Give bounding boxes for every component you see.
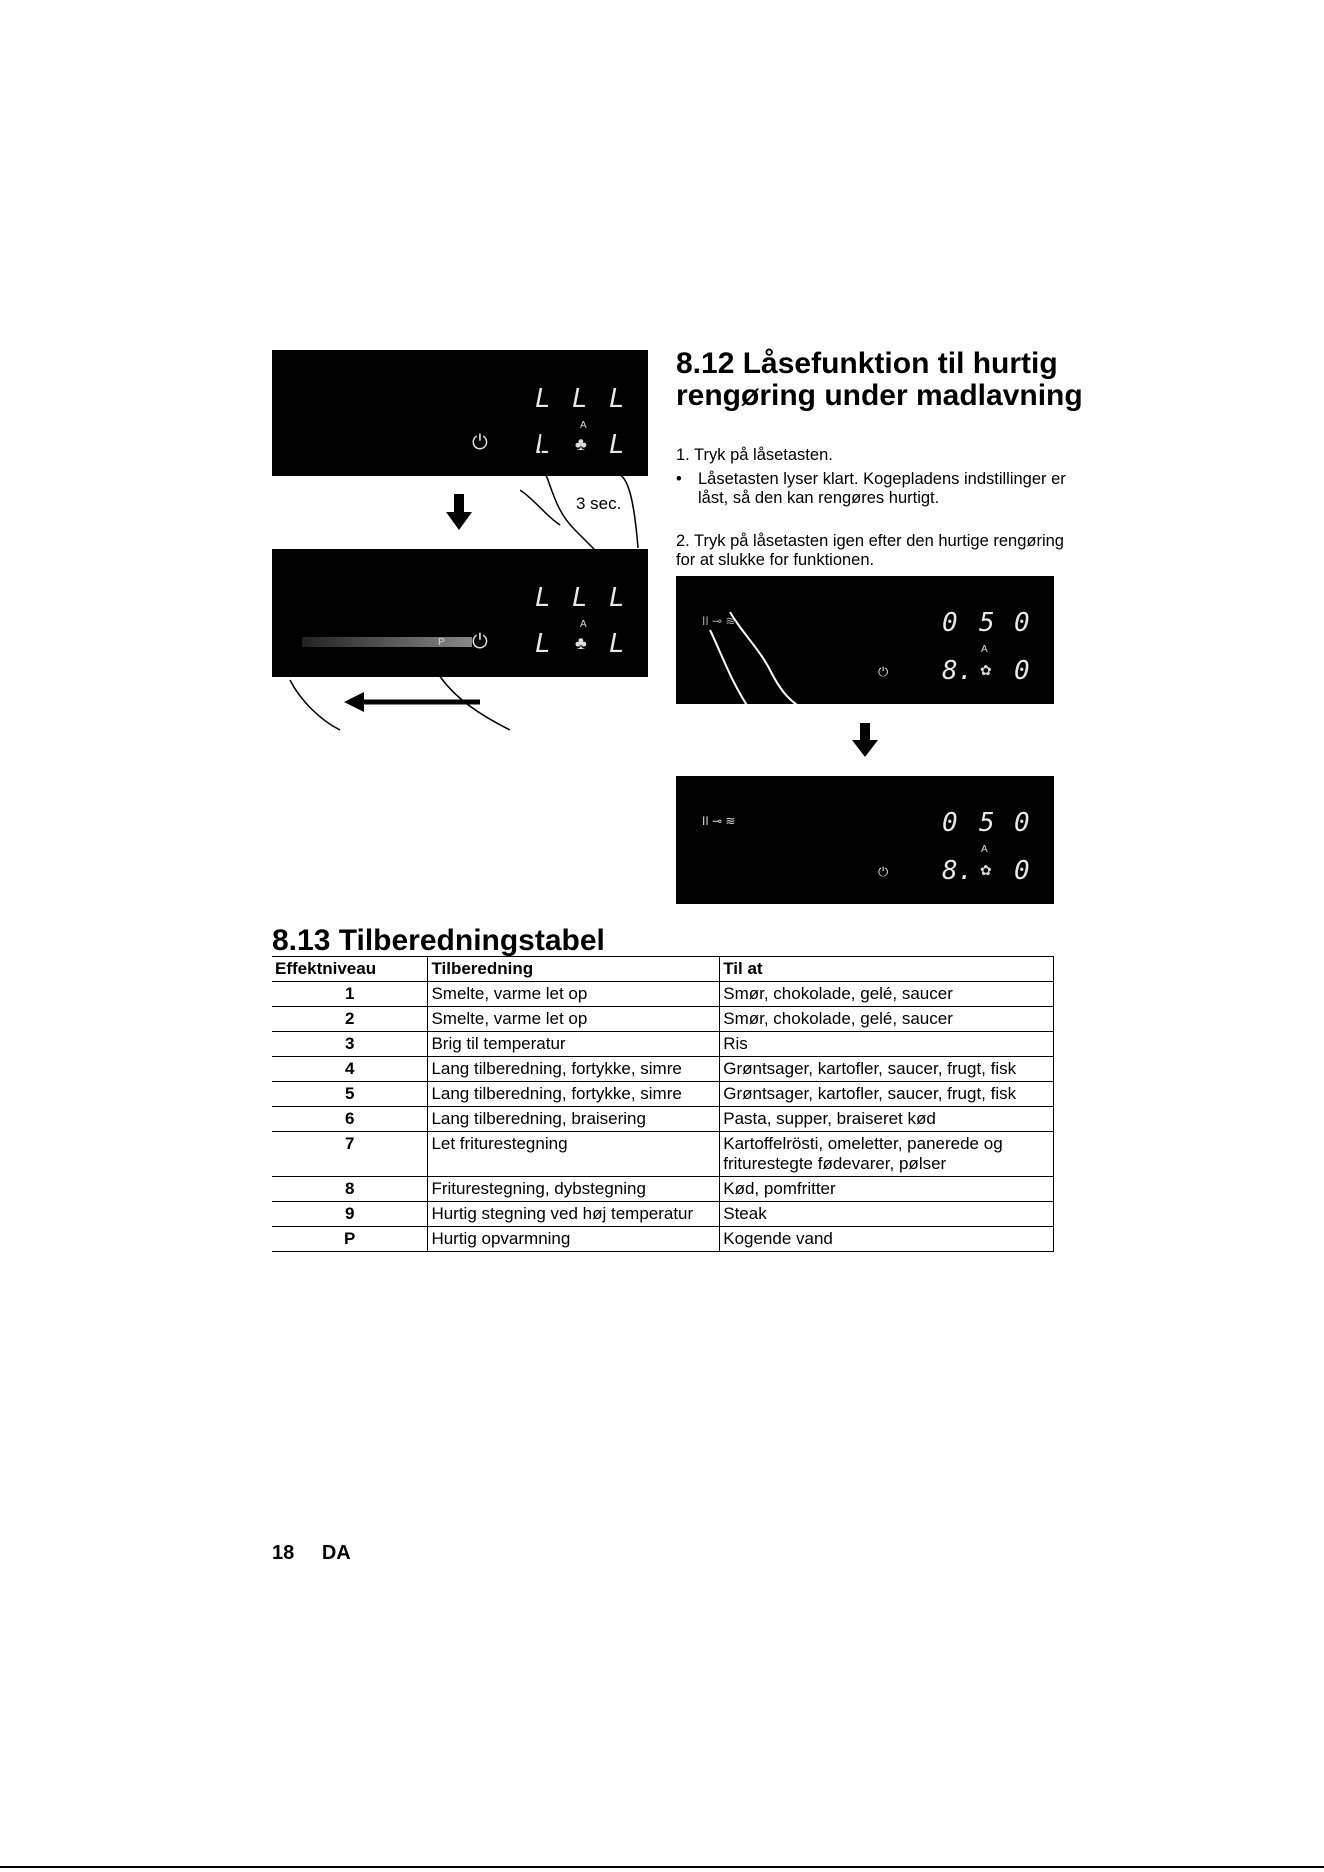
method-cell: Brig til temperatur <box>428 1032 720 1057</box>
control-icons: II ⊸ ≋ <box>702 814 736 828</box>
table-row <box>272 1007 1054 1032</box>
section-812-title: 8.12 Låsefunktion til hurtig rengøring under madlavning <box>676 347 1083 412</box>
seg-digit: 0 <box>942 808 958 838</box>
section-813-title: 8.13 Tilberedningstabel <box>272 924 605 957</box>
level-cell: P <box>272 1227 428 1252</box>
seg-digit: 8. <box>942 856 974 886</box>
method-cell: Hurtig opvarmning <box>428 1227 720 1252</box>
method-cell: Smelte, varme let op <box>428 982 720 1007</box>
auto-label: A <box>981 844 988 855</box>
power-icon: ⏻ <box>472 631 488 653</box>
page-number: 18 <box>272 1542 295 1564</box>
hold-duration-label: 3 sec. <box>576 494 622 513</box>
table-header-row <box>272 957 1054 982</box>
seg-digit: L <box>535 430 551 460</box>
page-footer <box>272 1542 351 1565</box>
method-cell: Lang tilberedning, braisering <box>428 1107 720 1132</box>
method-cell: Lang tilberedning, fortykke, simre <box>428 1082 720 1107</box>
arrow-down-icon <box>852 723 878 757</box>
use-cell: Pasta, supper, braiseret kød <box>720 1107 1054 1132</box>
hood-fan-icon: ♣ <box>575 633 587 653</box>
seg-digit: 0 <box>1014 856 1030 886</box>
use-cell: Ris <box>720 1032 1054 1057</box>
table-row <box>272 1227 1054 1252</box>
column-header: Effektniveau <box>272 957 428 982</box>
level-cell: 3 <box>272 1032 428 1057</box>
swipe-hands-icon <box>280 640 520 740</box>
table-row <box>272 982 1054 1007</box>
control-icons: II ⊸ ≋ <box>702 614 736 628</box>
finger-press-icon <box>520 420 640 550</box>
seg-digit: 0 <box>942 608 958 638</box>
hob-panel-locked <box>676 776 1054 904</box>
table-row <box>272 1032 1054 1057</box>
table-row <box>272 1177 1054 1202</box>
level-cell: 7 <box>272 1132 428 1177</box>
table-row <box>272 1057 1054 1082</box>
level-cell: 9 <box>272 1202 428 1227</box>
table-row <box>272 1082 1054 1107</box>
level-cell: 2 <box>272 1007 428 1032</box>
power-icon: ⏻ <box>472 432 488 454</box>
method-cell: Let friturestegning <box>428 1132 720 1177</box>
method-cell: Smelte, varme let op <box>428 1007 720 1032</box>
bullet-1-row <box>676 470 1076 508</box>
seg-digit: L <box>535 629 551 659</box>
column-header: Tilberedning <box>428 957 720 982</box>
level-cell: 8 <box>272 1177 428 1202</box>
bullet-1: Låsetasten lyser klart. Kogepladens indstillinger er låst, så den kan rengøres hurtigt. <box>698 470 1066 507</box>
language-code: DA <box>321 1542 351 1564</box>
seg-digit: 0 <box>1014 808 1030 838</box>
power-icon: ⏻ <box>878 664 889 679</box>
method-cell: Friturestegning, dybstegning <box>428 1177 720 1202</box>
column-header: Til at <box>720 957 1054 982</box>
bottom-rule <box>0 1866 1324 1868</box>
step-2: 2. Tryk på låsetasten igen efter den hurtige rengøring for at slukke for funktionen. <box>676 532 1064 569</box>
cooking-table <box>272 956 1054 1252</box>
level-cell: 5 <box>272 1082 428 1107</box>
method-cell: Lang tilberedning, fortykke, simre <box>428 1057 720 1082</box>
finger-press-icon <box>700 610 840 720</box>
seg-digit: L <box>609 583 625 613</box>
method-cell: Hurtig stegning ved høj temperatur <box>428 1202 720 1227</box>
hood-fan-icon: ✿ <box>980 862 992 878</box>
seg-digit: L <box>572 583 588 613</box>
use-cell: Grøntsager, kartofler, saucer, frugt, fisk <box>720 1082 1054 1107</box>
auto-label: A <box>580 619 587 630</box>
auto-label: A <box>981 644 988 655</box>
table-row <box>272 1107 1054 1132</box>
level-cell: 6 <box>272 1107 428 1132</box>
seg-digit: 0 <box>1014 608 1030 638</box>
seg-digit: 5 <box>979 808 995 838</box>
use-cell: Kartoffelrösti, omeletter, panerede og friturestegte fødevarer, pølser <box>720 1132 1054 1177</box>
seg-digit: 8. <box>942 656 974 686</box>
level-cell: 4 <box>272 1057 428 1082</box>
boost-label: P <box>438 637 445 648</box>
arrow-down-icon <box>446 494 472 530</box>
seg-digit: L <box>609 629 625 659</box>
table-row <box>272 1132 1054 1177</box>
use-cell: Kogende vand <box>720 1227 1054 1252</box>
auto-label: A <box>580 420 587 431</box>
bullet-icon: • <box>676 470 682 488</box>
use-cell: Smør, chokolade, gelé, saucer <box>720 1007 1054 1032</box>
power-icon: ⏻ <box>878 864 889 879</box>
table-row <box>272 1202 1054 1227</box>
seg-digit: 5 <box>979 608 995 638</box>
level-cell: 1 <box>272 982 428 1007</box>
use-cell: Grøntsager, kartofler, saucer, frugt, fisk <box>720 1057 1054 1082</box>
seg-digit: L <box>609 430 625 460</box>
seg-digit: L <box>535 384 551 414</box>
seg-digit: 0 <box>1014 656 1030 686</box>
hood-fan-icon: ♣ <box>575 434 587 454</box>
use-cell: Smør, chokolade, gelé, saucer <box>720 982 1054 1007</box>
hood-fan-icon: ✿ <box>980 662 992 678</box>
use-cell: Kød, pomfritter <box>720 1177 1054 1202</box>
use-cell: Steak <box>720 1202 1054 1227</box>
seg-digit: L <box>609 384 625 414</box>
seg-digit: L <box>535 583 551 613</box>
seg-digit: L <box>572 384 588 414</box>
step-1: 1. Tryk på låsetasten. <box>676 446 833 464</box>
